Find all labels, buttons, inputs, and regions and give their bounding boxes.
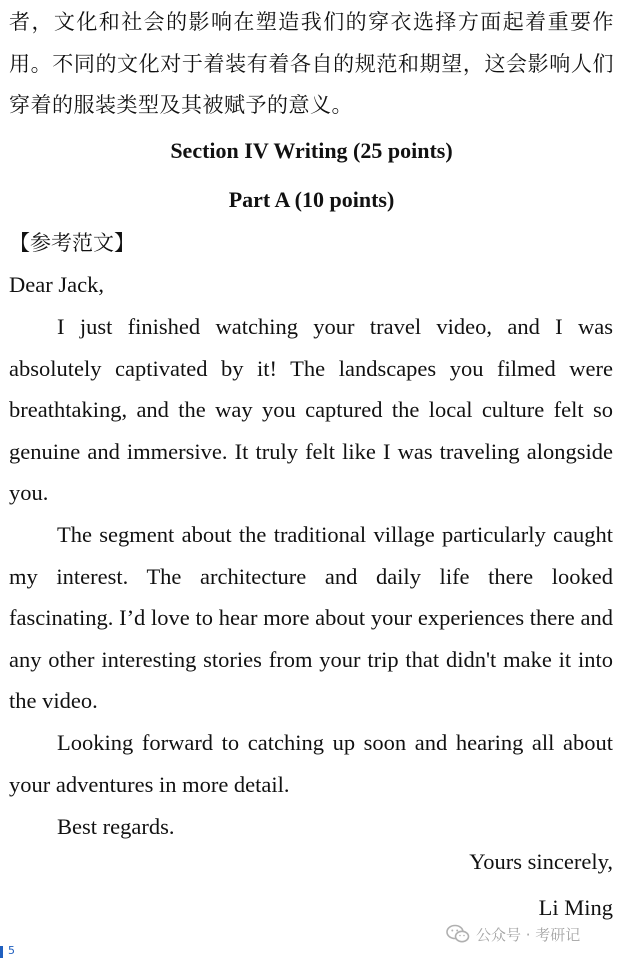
watermark-text: 公众号 · 考研记 xyxy=(476,925,581,944)
letter-salutation: Dear Jack, xyxy=(9,272,104,297)
letter-closing: Best regards. xyxy=(57,814,175,839)
letter-sign-off: Yours sincerely, xyxy=(469,849,613,874)
reference-label: 【参考范文】 xyxy=(9,231,135,255)
letter-paragraph-2: The segment about the traditional village particularly caught my interest. The architecture and daily life there looked fascinating. I’d love to hear more about your experiences there and any other interesting stories from your trip that didn't make it into the video. xyxy=(9,522,613,714)
wechat-icon xyxy=(446,924,470,944)
letter-signature: Li Ming xyxy=(538,895,613,920)
intro-paragraph: 者，文化和社会的影响在塑造我们的穿衣选择方面起着重要作用。不同的文化对于着装有着各自的规范和期望，这会影响人们穿着的服装类型及其被赋予的意义。 xyxy=(9,10,614,117)
part-heading: Part A (10 points) xyxy=(228,187,395,212)
page-number: 5 xyxy=(8,944,15,957)
watermark xyxy=(446,920,580,948)
letter-paragraph-1: I just finished watching your travel video, and I was absolutely captivated by it! The landscapes you filmed were breathtaking, and the way you captured the local culture felt so genuine and immersive. It truly felt like I was traveling alongside you. xyxy=(9,314,613,506)
letter-paragraph-3: Looking forward to catching up soon and hearing all about your adventures in more detail. xyxy=(9,730,613,797)
section-heading: Section IV Writing (25 points) xyxy=(170,138,453,163)
page-marker xyxy=(0,946,3,958)
